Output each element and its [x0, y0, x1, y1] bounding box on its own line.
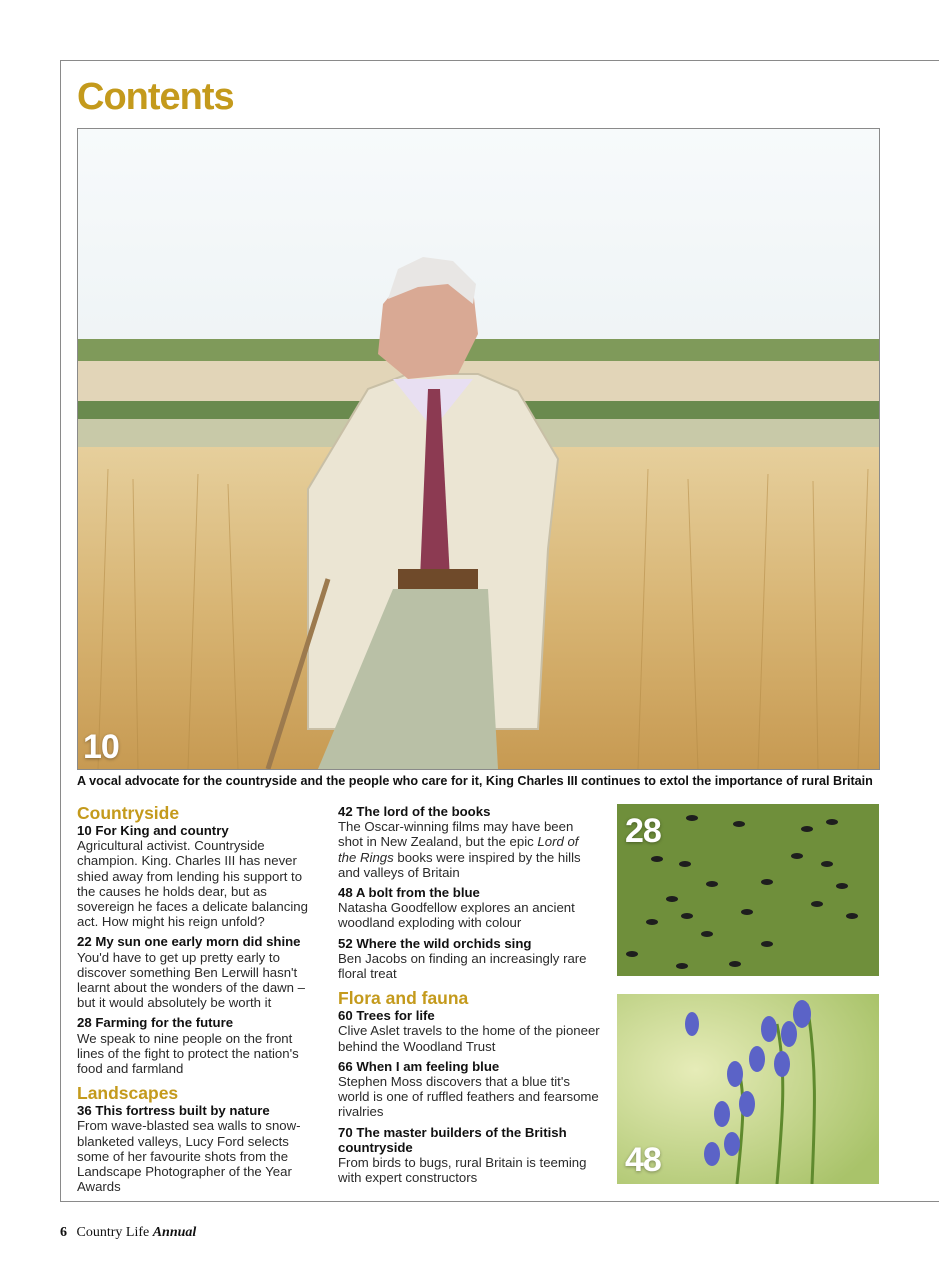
- contents-column-2: [338, 804, 600, 1190]
- contents-entry[interactable]: 52 Where the wild orchids sing Ben Jacobs on finding an increasingly rare floral treat: [338, 935, 587, 982]
- contents-entry[interactable]: 48 A bolt from the blue Natasha Goodfellow explores an ancient woodland exploding with colour: [338, 885, 575, 931]
- page-title: Contents: [77, 76, 234, 118]
- hero-photo: [77, 128, 880, 770]
- hero-caption: A vocal advocate for the countryside and the people who care for it, King Charles III continues to extol the importance of rural Britain: [77, 774, 873, 788]
- thumbnail-page-number: 48: [625, 1141, 661, 1179]
- contents-entry[interactable]: 60 Trees for life Clive Aslet travels to the home of the pioneer behind the Woodland Trust: [338, 1008, 600, 1054]
- contents-column-1: [77, 804, 317, 1199]
- footer-magazine-name: Country Life: [76, 1225, 150, 1240]
- hero-page-number: 10: [83, 728, 119, 766]
- contents-entry[interactable]: 10 For King and country Agricultural activist. Countryside champion. King. Charles III has never shied away from lending his support to the causes he holds dear, but as sovereign he faces a delicate balancing act. How might his reign unfold?: [77, 823, 308, 930]
- footer-edition: Annual: [152, 1225, 197, 1240]
- cows-aerial-photo: [617, 804, 879, 976]
- page-footer: [60, 1225, 196, 1241]
- contents-entry[interactable]: 70 The master builders of the British countryside From birds to bugs, rural Britain is teeming with expert constructors: [338, 1124, 587, 1186]
- section-heading-landscapes: Landscapes: [77, 1083, 179, 1104]
- bluebells-photo: [617, 994, 879, 1184]
- contents-entry[interactable]: 36 This fortress built by nature From wave-blasted sea walls to snow-blanketed valleys, Lucy Ford selects some of her favourite shots from the Landscape Photographer of the Year Awards: [77, 1103, 301, 1195]
- king-in-wheat-field-image: [78, 129, 879, 769]
- footer-page-number: 6: [60, 1225, 67, 1240]
- contents-entry[interactable]: 28 Farming for the future We speak to nine people on the front lines of the fight to protect the nation's food and farmland: [77, 1015, 299, 1077]
- contents-entry[interactable]: 42 The lord of the books The Oscar-winning films may have been shot in New Zealand, but the epic Lord of the Rings books were inspired by the hills and valleys of Britain: [338, 804, 581, 880]
- section-heading-countryside: Countryside: [77, 803, 180, 823]
- contents-entry[interactable]: 66 When I am feeling blue Stephen Moss discovers that a blue tit's world is one of ruffled feathers and fearsome rivalries: [338, 1058, 599, 1120]
- section-heading-flora-and-fauna: Flora and fauna: [338, 988, 469, 1009]
- thumbnail-page-number: 28: [625, 812, 661, 850]
- contents-entry[interactable]: 22 My sun one early morn did shine You'd have to get up pretty early to discover something Ben Lerwill hasn't learnt about the wonders of the dawn – but it would absolutely be worth it: [77, 934, 306, 1011]
